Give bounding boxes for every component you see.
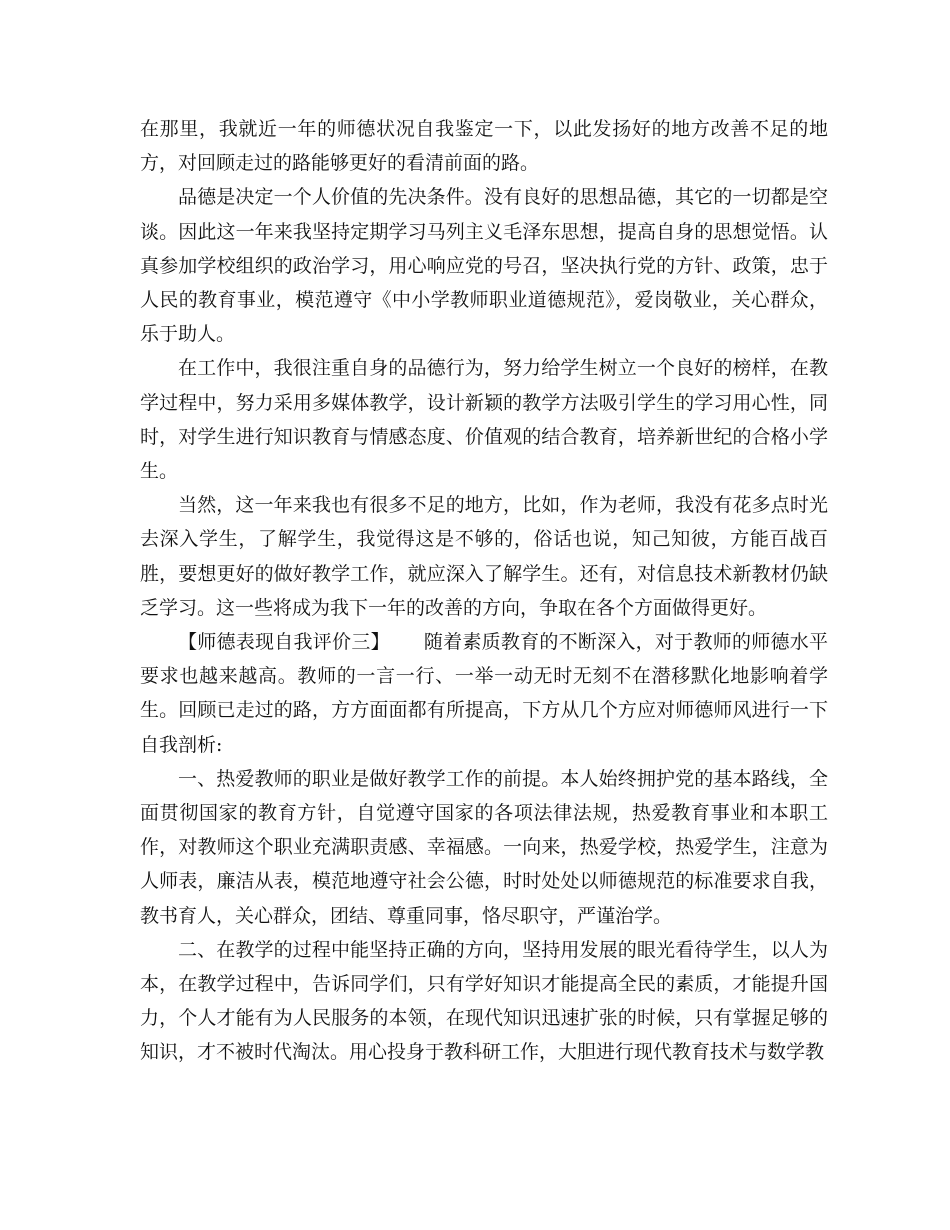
paragraph-moral-character: 品德是决定一个人价值的先决条件。没有良好的思想品德，其它的一切都是空谈。因此这一年来我坚持定期学习马列主义毛泽东思想，提高自身的思想觉悟。认真参加学校组织的政治学习，用心响应党的号召，坚决执行党的方针、政策，忠于人民的教育事业，模范遵守《中小学教师职业道德规范》，爱岗敬业，关心群众，乐于助人。 (140, 186, 828, 346)
point-two-paragraph: 二、在教学的过程中能坚持正确的方向，坚持用发展的眼光看待学生，以人为本，在教学过程中，告诉同学们，只有学好知识才能提高全民的素质，才能提升国力，个人才能有为人民服务的本领，在现代知识迅速扩张的时候，只有掌握足够的知识，才不被时代淘汰。用心投身于教科研工作，大胆进行现代教育技术与数学教 (140, 938, 828, 1064)
document-body (140, 112, 828, 1070)
paragraph-shortcomings: 当然，这一年来我也有很多不足的地方，比如，作为老师，我没有花多点时光去深入学生，了解学生，我觉得这是不够的，俗话也说，知己知彼，方能百战百胜，要想更好的做好教学工作，就应深入了解学生。还有，对信息技术新教材仍缺乏学习。这一些将成为我下一年的改善的方向，争取在各个方面做得更好。 (140, 494, 828, 619)
section-three-intro: 随着素质教育的不断深入，对于教师的师德水平要求也越来越高。教师的一言一行、一举一动无时无刻不在潜移默化地影响着学生。回顾已走过的路，方方面面都有所提高，下方从几个方应对师德师风进行一下自我剖析: (140, 631, 828, 756)
section-three-paragraph (140, 625, 828, 762)
section-three-heading: 【师德表现自我评价三】 (178, 631, 390, 654)
paragraph-teaching-conduct: 在工作中，我很注重自身的品德行为，努力给学生树立一个良好的榜样，在教学过程中，努力采用多媒体教学，设计新颖的教学方法吸引学生的学习用心性，同时，对学生进行知识教育与情感态度、价值观的结合教育，培养新世纪的合格小学生。 (140, 357, 828, 483)
paragraph-self-assessment-intro: 在那里，我就近一年的师德状况自我鉴定一下，以此发扬好的地方改善不足的地方，对回顾走过的路能够更好的看清前面的路。 (140, 118, 828, 175)
point-one-paragraph: 一、热爱教师的职业是做好教学工作的前提。本人始终拥护党的基本路线，全面贯彻国家的教育方针，自觉遵守国家的各项法律法规，热爱教育事业和本职工作，对教师这个职业充满职责感、幸福感。一向来，热爱学校，热爱学生，注意为人师表，廉洁从表，模范地遵守社会公德，时时处处以师德规范的标准要求自我，教书育人，关心群众，团结、尊重同事，恪尽职守，严谨治学。 (140, 767, 828, 927)
